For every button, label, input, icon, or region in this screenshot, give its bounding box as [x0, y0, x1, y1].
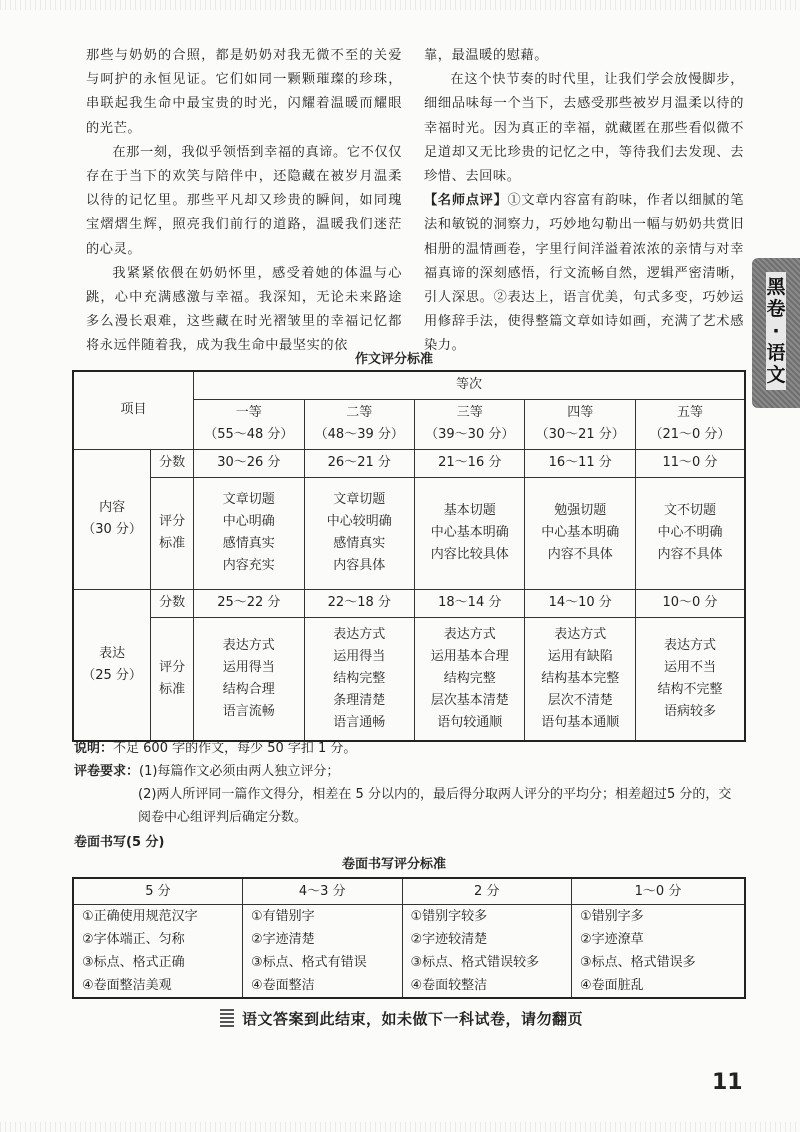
criteria-cell: 表达方式 运用得当 结构合理 语言流畅	[194, 617, 304, 741]
score-range: 26～21 分	[304, 449, 414, 477]
criteria-cell: 表达方式 运用有缺陷 结构基本完整 层次不清楚 语句基本通顺	[525, 617, 635, 741]
hw-header: 4～3 分	[242, 878, 402, 904]
essay-paragraph: 在这个快节奏的时代里，让我们学会放慢脚步，细细品味每一个当下，去感受那些被岁月温柔以待的幸福时光。因为真正的幸福，就藏匿在那些看似微不足道却又无比珍贵的记忆之中，等待我们去发现、去珍惜、去回味。	[424, 72, 744, 185]
hw-cell: ①正确使用规范汉字 ②字体端正、匀称 ③标点、格式正确 ④卷面整洁美观	[73, 904, 242, 998]
criteria-cell: 表达方式 运用不当 结构不完整 语病较多	[635, 617, 745, 741]
grade-cell: 二等 （48～39 分）	[304, 399, 414, 449]
score-range: 10～0 分	[635, 589, 745, 617]
score-label: 分数	[151, 589, 194, 617]
hw-cell: ①错别字多 ②字迹潦草 ③标点、格式错误多 ④卷面脏乱	[571, 904, 745, 998]
essay-paragraph: 我紧紧依偎在奶奶怀里，感受着她的体温与心跳，心中充满感激与幸福。我深知，无论未来路途多么漫长艰难，这些藏在时光褶皱里的幸福记忆都将永远伴随着我，成为我生命中最坚实的依	[86, 265, 402, 354]
hw-cell: ①有错别字 ②字迹清楚 ③标点、格式有错误 ④卷面整洁	[242, 904, 402, 998]
grade-cell: 一等 （55～48 分）	[194, 399, 304, 449]
teacher-comment-text: ①文章内容富有韵味，作者以细腻的笔法和敏锐的洞察力，巧妙地勾勒出一幅与奶奶共赏旧相册的温情画卷，字里行间洋溢着浓浓的亲情与对幸福真谛的深刻感悟，行文流畅自然，逻辑严密清晰，引人深思。②表达上，语言优美，句式多变，巧妙运用修辞手法，使得整篇文章如诗如画，充满了艺术感染力。	[424, 193, 744, 354]
explain-note: 说明：不足 600 字的作文，每少 50 字扣 1 分。	[74, 741, 357, 756]
grade-header: 等次	[194, 371, 745, 399]
score-range: 18～14 分	[415, 589, 525, 617]
criteria-cell: 基本切题 中心基本明确 内容比较具体	[415, 477, 525, 589]
criteria-label: 评分标准	[151, 617, 194, 741]
essay-scoring-table	[72, 370, 746, 742]
score-range: 11～0 分	[635, 449, 745, 477]
section-label-content: 内容 （30 分）	[73, 449, 151, 589]
grade-cell: 四等 （30～21 分）	[525, 399, 635, 449]
hw-header: 5 分	[73, 878, 242, 904]
essay-paragraph: 在那一刻，我似乎领悟到幸福的真谛。它不仅仅存在于当下的欢笑与陪伴中，还隐藏在被岁月温柔以待的记忆里。那些平凡却又珍贵的瞬间，如同瑰宝熠熠生辉，照亮我们前行的道路，温暖我们迷茫的心灵。	[86, 144, 402, 257]
handwriting-label: 卷面书写(5 分)	[74, 835, 165, 850]
hw-header: 2 分	[402, 878, 571, 904]
page-number: 11	[712, 1070, 743, 1095]
section-label-expression: 表达 （25 分）	[73, 589, 151, 741]
score-label: 分数	[151, 449, 194, 477]
score-range: 22～18 分	[304, 589, 414, 617]
scoring-notes	[74, 737, 744, 854]
end-of-answers-line: 语文答案到此结束，如未做下一科试卷，请勿翻页	[220, 1008, 583, 1029]
criteria-cell: 文章切题 中心较明确 感情真实 内容具体	[304, 477, 414, 589]
grade-cell: 三等 （39～30 分）	[415, 399, 525, 449]
score-range: 30～26 分	[194, 449, 304, 477]
teacher-comment-label: 【名师点评】	[424, 193, 508, 209]
criteria-cell: 表达方式 运用基本合理 结构完整 层次基本清楚 语句较通顺	[415, 617, 525, 741]
essay-right-column	[424, 44, 744, 359]
requirement-note: 评卷要求：(1)每篇作文必须由两人独立评分；	[74, 764, 340, 779]
criteria-cell: 表达方式 运用得当 结构完整 条理清楚 语言通畅	[304, 617, 414, 741]
score-range: 14～10 分	[525, 589, 635, 617]
handwriting-table-title: 卷面书写评分标准	[341, 857, 446, 872]
handwriting-scoring-table	[72, 877, 746, 999]
scoring-table-title: 作文评分标准	[354, 352, 433, 367]
essay-paragraph: 靠，最温暖的慰藉。	[424, 48, 549, 63]
criteria-cell: 文不切题 中心不明确 内容不具体	[635, 477, 745, 589]
item-header: 项目	[73, 371, 194, 449]
score-range: 25～22 分	[194, 589, 304, 617]
grade-cell: 五等 （21～0 分）	[635, 399, 745, 449]
criteria-label: 评分标准	[151, 477, 194, 589]
score-range: 16～11 分	[525, 449, 635, 477]
scan-edge-bottom	[0, 1122, 800, 1132]
score-range: 21～16 分	[415, 449, 525, 477]
subject-side-tab-label: 黑卷·语文	[766, 272, 786, 390]
essay-paragraph: 那些与奶奶的合照，都是奶奶对我无微不至的关爱与呵护的永恒见证。它们如同一颗颗璀璨的珍珠，串联起我生命中最宝贵的时光，闪耀着温暖而耀眼的光芒。	[86, 48, 402, 136]
essay-left-column	[86, 44, 402, 359]
teacher-comment	[424, 189, 744, 358]
requirement-note-2: (2)两人所评同一篇作文得分，相差在 5 分以内的，最后得分取两人评分的平均分；相差超过5 分的，交阅卷中心组评判后确定分数。	[138, 787, 732, 825]
hw-header: 1～0 分	[571, 878, 745, 904]
subject-side-tab	[752, 258, 800, 408]
scissors-mark-icon	[220, 1009, 234, 1027]
scan-edge-top	[0, 0, 800, 10]
criteria-cell: 文章切题 中心明确 感情真实 内容充实	[194, 477, 304, 589]
hw-cell: ①错别字较多 ②字迹较清楚 ③标点、格式错误较多 ④卷面较整洁	[402, 904, 571, 998]
criteria-cell: 勉强切题 中心基本明确 内容不具体	[525, 477, 635, 589]
